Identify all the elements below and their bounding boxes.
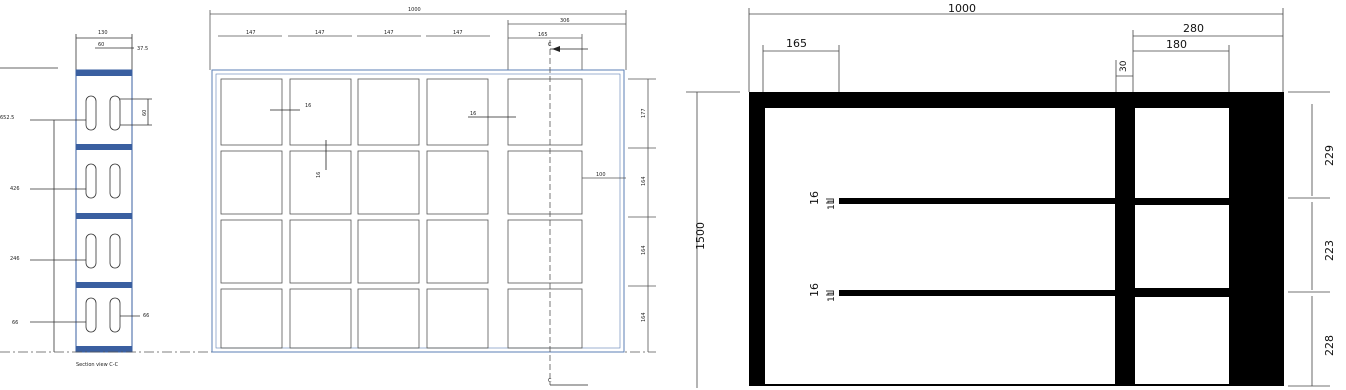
side-edge-offset: 37.5	[137, 46, 149, 52]
side-height-1: 652.5	[0, 115, 15, 121]
side-top-width: 130	[98, 30, 108, 36]
side-height-3: 246	[10, 256, 20, 262]
front-channel-width-2: 16	[470, 111, 477, 117]
side-height-2: 426	[10, 186, 20, 192]
opening-right-3	[1135, 297, 1229, 384]
side-view	[0, 34, 152, 352]
side-slot-height: 60	[142, 109, 148, 116]
front-module-width-3: 147	[384, 30, 394, 36]
front-module-width-2: 147	[315, 30, 325, 36]
front-section-mark-top: C	[548, 42, 552, 48]
front-row-height-4: 164	[641, 312, 647, 322]
front-channel-length: 16	[316, 171, 322, 178]
channel-2-gap: 11	[827, 290, 837, 302]
side-view-labels	[0, 30, 149, 368]
opening-right-2	[1135, 205, 1229, 288]
front-channel-width-1: 16	[305, 103, 312, 109]
right-drawing	[686, 8, 1330, 388]
channel-1-width: 16	[808, 191, 821, 205]
front-module-width-4: 147	[453, 30, 463, 36]
right-row-height-2: 223	[1323, 240, 1336, 261]
front-section-mark-bottom: C	[548, 378, 552, 384]
opening-right-1	[1135, 108, 1229, 198]
front-side-dim: 100	[596, 172, 606, 178]
side-height-4: 66	[12, 320, 19, 326]
channel-1-gap: 11	[827, 198, 837, 210]
side-caption: Section view C-C	[76, 362, 119, 368]
channel-2-width: 16	[808, 283, 821, 297]
opening-main	[765, 108, 1115, 384]
side-inner-width: 60	[98, 42, 105, 48]
right-row-height-3: 228	[1323, 335, 1336, 356]
front-row-height-1: 177	[641, 108, 647, 118]
channel-lower	[839, 290, 1231, 296]
right-width: 280	[1183, 22, 1204, 35]
front-right-group-width: 306	[560, 18, 570, 24]
right-gap-width: 30	[1119, 60, 1129, 72]
channel-upper	[839, 198, 1231, 204]
front-module-width-1: 147	[246, 30, 256, 36]
front-view-labels	[246, 7, 647, 384]
side-bottom-offset: 66	[143, 313, 150, 319]
front-row-height-3: 164	[641, 245, 647, 255]
front-right-panel-width: 165	[538, 32, 548, 38]
right-inner-width: 180	[1166, 38, 1187, 51]
right-left-offset: 165	[786, 37, 807, 50]
right-overall-width: 1000	[948, 2, 976, 15]
right-row-height-1: 229	[1323, 145, 1336, 166]
front-view	[210, 10, 656, 385]
right-height: 1500	[694, 222, 707, 250]
front-row-height-2: 164	[641, 176, 647, 186]
front-overall-width: 1000	[408, 7, 421, 13]
